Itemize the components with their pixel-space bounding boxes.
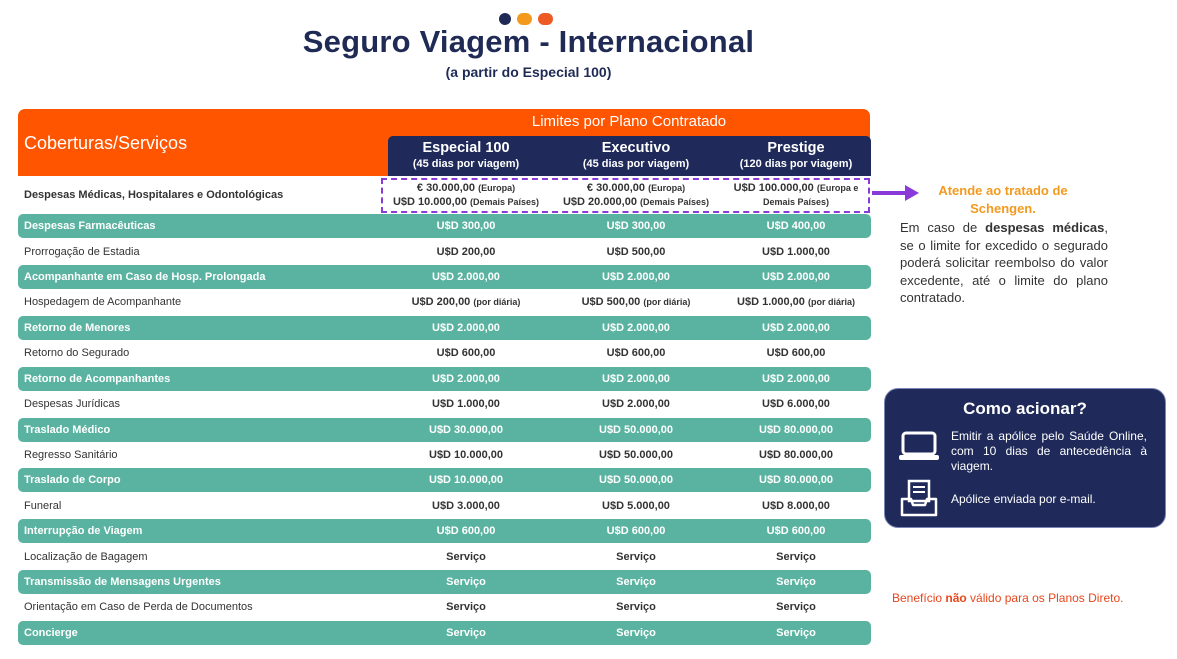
cell-value: Serviço — [616, 551, 656, 563]
cell-value: Serviço — [776, 551, 816, 563]
row-label: Traslado Médico — [24, 424, 111, 436]
cell-value: Serviço — [776, 601, 816, 613]
cell-value: € 30.000,00 — [416, 182, 476, 194]
plan-duration: (120 dias por viagem) — [739, 158, 853, 170]
cell-note: (Demais Países) — [470, 197, 540, 207]
cell-executivo — [556, 316, 716, 340]
cell-value: U$D 80.000,00 — [759, 474, 833, 486]
cell-executivo — [556, 392, 716, 416]
cell-value: U$D 6.000,00 — [762, 398, 830, 410]
row-label: Funeral — [24, 500, 62, 512]
row-label: Despesas Jurídicas — [24, 398, 120, 410]
plan-header-executivo — [556, 140, 716, 171]
row-label: Transmissão de Mensagens Urgentes — [24, 576, 221, 588]
cell-executivo — [556, 595, 716, 619]
table-row — [18, 265, 871, 289]
cell-executivo — [556, 367, 716, 391]
cell-executivo — [556, 290, 716, 314]
table-row — [18, 290, 871, 314]
how-to-step-text: Emitir a apólice pelo Saúde Online, com 10 dias de antecedência à viagem. — [951, 429, 1147, 473]
cell-value: U$D 2.000,00 — [762, 373, 830, 385]
cell-note: (Demais Países) — [640, 197, 710, 207]
cell-value: U$D 20.000,00 — [562, 196, 637, 208]
cell-value: U$D 80.000,00 — [759, 449, 833, 461]
cell-value: U$D 1.000,00 — [432, 398, 500, 410]
row-label: Retorno de Acompanhantes — [24, 373, 171, 385]
cell-note: (Europa e — [816, 183, 859, 193]
cell-value: Serviço — [616, 576, 656, 588]
cell-value: U$D 600,00 — [606, 347, 666, 359]
row-label: Prorrogação de Estadia — [24, 246, 140, 258]
cell-value: U$D 30.000,00 — [429, 424, 503, 436]
cell-executivo — [556, 418, 716, 442]
cell-value: U$D 200,00 — [411, 296, 471, 308]
cell-value: U$D 80.000,00 — [759, 424, 833, 436]
cell-prestige — [716, 240, 876, 264]
cell-value: U$D 10.000,00 — [392, 196, 467, 208]
row-label: Retorno do Segurado — [24, 347, 130, 359]
cell-note: Demais Países) — [762, 197, 830, 207]
cell-value: U$D 2.000,00 — [762, 271, 830, 283]
cell-especial-100 — [386, 418, 546, 442]
table-row — [18, 367, 871, 391]
how-to-activate-panel — [884, 388, 1166, 528]
row-label: Despesas Médicas, Hospitalares e Odontológicas — [24, 189, 284, 201]
cell-value: U$D 600,00 — [766, 525, 826, 537]
cell-prestige — [716, 494, 876, 518]
footnote-prefix: Benefício — [892, 591, 946, 605]
cell-prestige — [716, 341, 876, 365]
cell-value: U$D 300,00 — [436, 220, 496, 232]
cell-value: U$D 10.000,00 — [429, 449, 503, 461]
cell-prestige — [716, 290, 876, 314]
plan-name: Prestige — [767, 140, 825, 156]
cell-value: € 30.000,00 — [586, 182, 646, 194]
row-label: Regresso Sanitário — [24, 449, 118, 461]
table-row — [18, 443, 871, 467]
cell-value: Serviço — [776, 627, 816, 639]
schengen-text-prefix: Em caso de — [900, 220, 986, 235]
table-row — [18, 519, 871, 543]
cell-especial-100 — [386, 290, 546, 314]
cell-especial-100 — [386, 443, 546, 467]
schengen-title-line: Atende ao tratado de — [938, 183, 1068, 198]
plan-duration: (45 dias por viagem) — [412, 158, 520, 170]
row-label: Hospedagem de Acompanhante — [24, 296, 182, 308]
cell-especial-100 — [386, 595, 546, 619]
cell-executivo — [556, 621, 716, 645]
table-row — [18, 570, 871, 594]
cell-especial-100 — [386, 570, 546, 594]
cell-value: U$D 600,00 — [436, 525, 496, 537]
cell-executivo — [556, 443, 716, 467]
cell-value: U$D 3.000,00 — [432, 500, 500, 512]
cell-note: (Europa) — [648, 183, 686, 193]
schengen-text-suffix: , se o limite for excedido o segurado poderá solicitar reembolso do valor excedente, até o limite do plano contratado. — [900, 220, 1109, 305]
plan-name: Especial 100 — [422, 140, 510, 156]
schengen-text-bold: despesas médicas — [985, 220, 1105, 235]
cell-value: Serviço — [446, 576, 486, 588]
cell-value: U$D 2.000,00 — [602, 398, 670, 410]
cell-value: U$D 400,00 — [766, 220, 826, 232]
cell-prestige — [716, 519, 876, 543]
footnote-suffix: válido para os Planos Direto. — [966, 591, 1124, 605]
cell-value: U$D 500,00 — [581, 296, 641, 308]
cell-executivo — [556, 468, 716, 492]
cell-value: Serviço — [616, 627, 656, 639]
cell-value: Serviço — [446, 551, 486, 563]
cell-prestige — [716, 621, 876, 645]
cell-executivo — [556, 519, 716, 543]
table-row — [18, 621, 871, 645]
table-row — [18, 316, 871, 340]
cell-note: (por diária) — [643, 297, 691, 307]
table-row — [18, 392, 871, 416]
cell-especial-100 — [386, 240, 546, 264]
row-label: Retorno de Menores — [24, 322, 131, 334]
plan-header-especial-100 — [386, 140, 546, 171]
cell-value: U$D 1.000,00 — [762, 246, 830, 258]
cell-prestige — [716, 468, 876, 492]
cell-value: U$D 2.000,00 — [602, 271, 670, 283]
limits-header: Limites por Plano Contratado — [531, 113, 727, 130]
schengen-callout-text — [900, 219, 1108, 307]
cell-note: (por diária) — [473, 297, 521, 307]
cell-prestige — [716, 265, 876, 289]
cell-especial-100 — [386, 367, 546, 391]
cell-especial-100 — [386, 392, 546, 416]
cell-value: U$D 1.000,00 — [737, 296, 805, 308]
cell-prestige — [716, 570, 876, 594]
table-row — [18, 468, 871, 492]
plan-name: Executivo — [601, 140, 671, 156]
cell-executivo — [556, 570, 716, 594]
cell-executivo — [556, 265, 716, 289]
cell-value: U$D 50.000,00 — [599, 449, 673, 461]
cell-value: U$D 50.000,00 — [599, 424, 673, 436]
cell-especial-100 — [386, 468, 546, 492]
table-row — [18, 494, 871, 518]
cell-value: U$D 2.000,00 — [432, 373, 500, 385]
arrow-right-icon — [872, 186, 920, 200]
cell-value: U$D 2.000,00 — [432, 322, 500, 334]
cell-note: (por diária) — [807, 297, 855, 307]
cell-value: U$D 10.000,00 — [429, 474, 503, 486]
cell-executivo — [556, 240, 716, 264]
table-row — [18, 545, 871, 569]
row-label: Orientação em Caso de Perda de Documentos — [24, 601, 253, 613]
cell-value: U$D 50.000,00 — [599, 474, 673, 486]
cell-value: Serviço — [776, 576, 816, 588]
cell-value: U$D 2.000,00 — [602, 373, 670, 385]
plan-duration: (45 dias por viagem) — [582, 158, 690, 170]
cell-especial-100 — [386, 519, 546, 543]
page-title: Seguro Viagem - Internacional — [302, 24, 755, 59]
cell-prestige — [716, 545, 876, 569]
table-row — [18, 240, 871, 264]
cell-value: U$D 600,00 — [606, 525, 666, 537]
table-row — [18, 595, 871, 619]
cell-executivo — [556, 494, 716, 518]
footnote — [892, 591, 1123, 605]
cell-prestige — [716, 392, 876, 416]
cell-value: U$D 2.000,00 — [432, 271, 500, 283]
cell-value: Serviço — [446, 601, 486, 613]
cell-prestige — [716, 367, 876, 391]
table-row — [18, 214, 871, 238]
cell-executivo — [556, 545, 716, 569]
cell-value: U$D 5.000,00 — [602, 500, 670, 512]
cell-note: (Europa) — [478, 183, 516, 193]
cell-value: U$D 200,00 — [436, 246, 496, 258]
cell-especial-100 — [386, 621, 546, 645]
schengen-highlight-box — [381, 178, 870, 213]
row-label: Interrupção de Viagem — [24, 525, 143, 537]
cell-prestige — [716, 214, 876, 238]
laptop-icon — [899, 427, 939, 467]
row-label: Localização de Bagagem — [24, 551, 148, 563]
cell-value: U$D 300,00 — [606, 220, 666, 232]
cell-especial-100 — [386, 265, 546, 289]
how-to-step-text: Apólice enviada por e-mail. — [951, 492, 1096, 506]
row-label: Despesas Farmacêuticas — [24, 220, 156, 232]
cell-especial-100 — [386, 545, 546, 569]
page-subtitle: (a partir do Especial 100) — [445, 64, 612, 80]
table-row — [18, 341, 871, 365]
how-to-activate-title: Como acionar? — [963, 399, 1087, 418]
cell-value: U$D 600,00 — [436, 347, 496, 359]
row-label: Concierge — [24, 627, 78, 639]
row-label: Acompanhante em Caso de Hosp. Prolongada — [24, 271, 266, 283]
plan-header-prestige — [716, 140, 876, 171]
cell-value: U$D 8.000,00 — [762, 500, 830, 512]
footnote-bold: não — [945, 591, 967, 605]
cell-value: U$D 500,00 — [606, 246, 666, 258]
schengen-title-line: Schengen. — [970, 201, 1036, 216]
cell-value: Serviço — [616, 601, 656, 613]
table-row — [18, 418, 871, 442]
cell-prestige — [716, 595, 876, 619]
cell-especial-100 — [386, 494, 546, 518]
cell-executivo — [556, 214, 716, 238]
cell-especial-100 — [386, 316, 546, 340]
cell-especial-100 — [386, 341, 546, 365]
cell-value: U$D 2.000,00 — [602, 322, 670, 334]
cell-value: U$D 2.000,00 — [762, 322, 830, 334]
cell-value: Serviço — [446, 627, 486, 639]
row-label: Traslado de Corpo — [24, 474, 121, 486]
cell-especial-100 — [386, 214, 546, 238]
document-tray-icon — [899, 479, 939, 519]
cell-executivo — [556, 341, 716, 365]
cell-value: U$D 600,00 — [766, 347, 826, 359]
cell-prestige — [716, 418, 876, 442]
cell-value: U$D 100.000,00 — [733, 182, 814, 194]
cell-prestige — [716, 443, 876, 467]
coverage-header: Coberturas/Serviços — [24, 133, 188, 153]
cell-prestige — [716, 316, 876, 340]
schengen-callout-title — [928, 182, 1078, 218]
